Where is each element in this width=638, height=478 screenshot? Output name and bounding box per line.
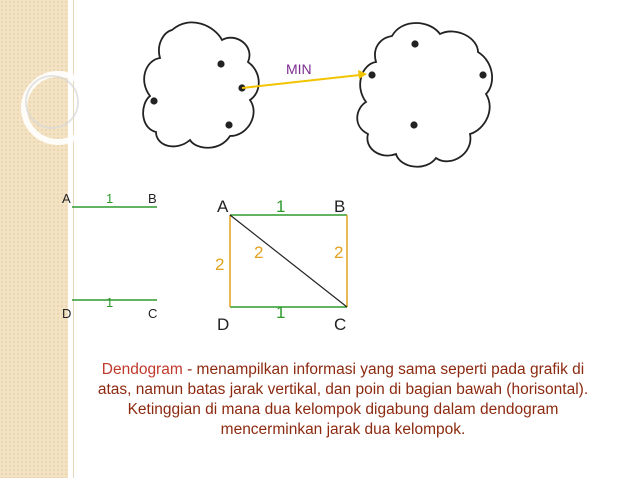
small-node-b: B [148,191,157,206]
point [225,121,232,128]
small-node-d: D [62,306,72,321]
node-c: C [334,315,347,334]
caption-text: - menampilkan informasi yang sama seperti pada grafik di atas, namun batas jarak vertikal, dan poin di bagian bawah (horisontal). Ketinggian di mana dua kelompok digabung dalam dendogram mencerminkan jarak dua kelompok. [97,361,589,438]
cluster-left [143,22,259,147]
edge-dc-label: 1 [276,303,286,322]
node-d: D [217,315,230,334]
edge-ad-label: 2 [215,255,225,274]
point [368,71,375,78]
edge-bc-label: 2 [334,243,344,262]
caption-term: Dendogram [101,361,183,378]
node-b: B [334,197,346,216]
point [411,40,418,47]
point [479,71,486,78]
small-edge-dc-label: 1 [106,295,114,310]
point [217,60,224,67]
min-label: MIN [286,61,312,77]
edge-ab-label: 1 [276,197,286,216]
small-node-a: A [62,191,71,206]
edge-ac [230,215,347,307]
small-graph-edges [72,207,157,300]
cluster-right-outline [357,23,492,167]
small-edge-ab-label: 1 [106,191,114,206]
point [150,97,157,104]
caption [88,360,598,440]
small-node-c: C [148,306,158,321]
node-a: A [217,197,229,216]
cluster-right [357,23,492,167]
edge-ac-label: 2 [254,243,264,262]
big-graph-edges [230,215,347,307]
point [410,121,417,128]
